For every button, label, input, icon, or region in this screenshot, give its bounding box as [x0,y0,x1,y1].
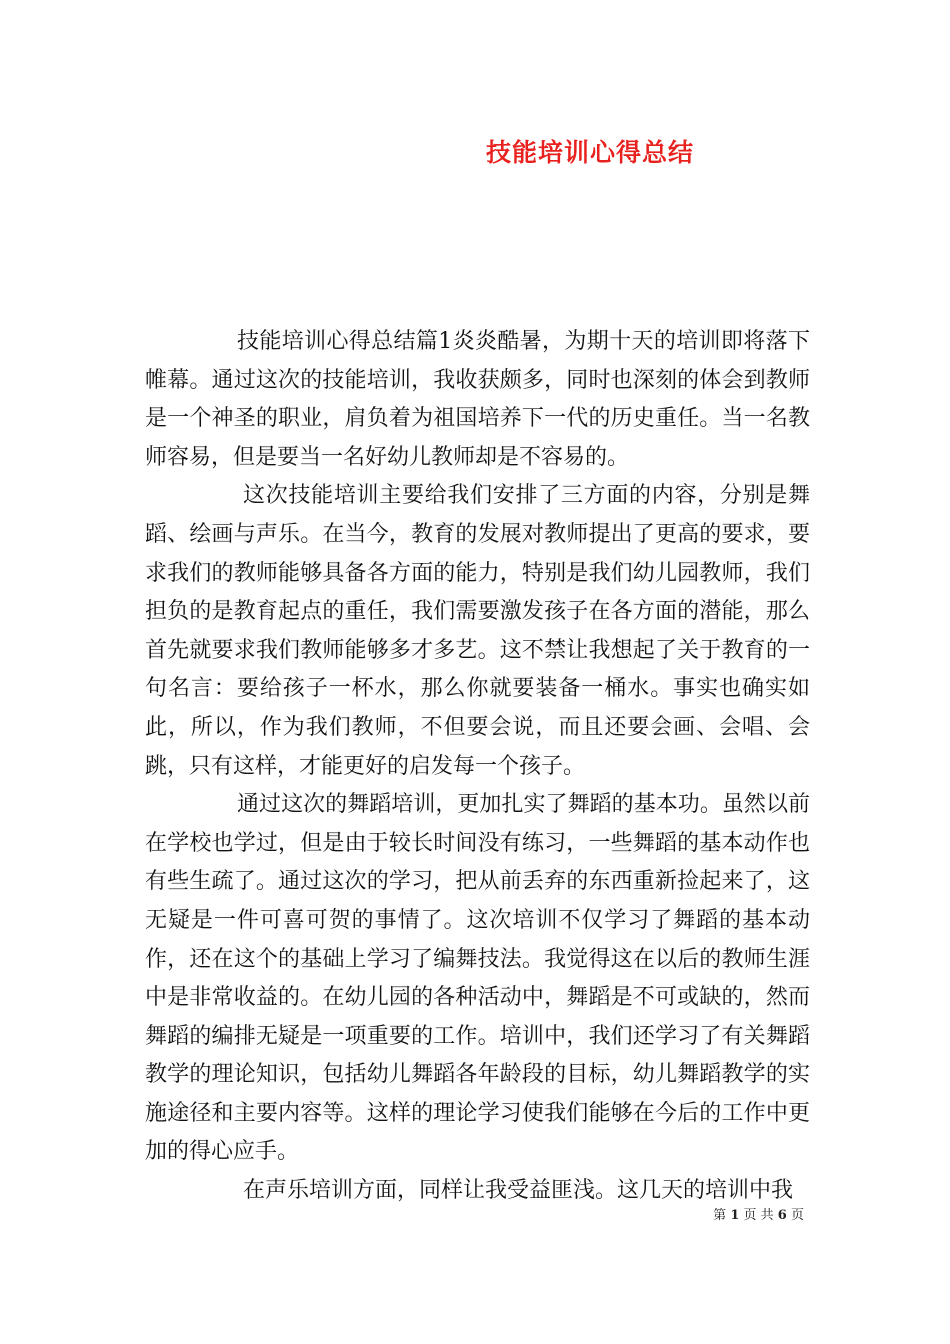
paragraph-4: 在声乐培训方面，同样让我受益匪浅。这几天的培训中我 [243,1178,794,1204]
page-footer [713,1204,804,1223]
footer-suffix: 页 [790,1208,804,1223]
footer-middle: 页 共 [743,1208,774,1223]
paragraph-3: 通过这次的舞蹈培训，更加扎实了舞蹈的基本功。虽然以前在学校也学过，但是由于较长时间没有练习，一些舞蹈的基本动作也有些生疏了。通过这次的学习，把从前丢弃的东西重新捡起来了，这无疑是一件可喜可贺的事情了。这次培训不仅学习了舞蹈的基本动作，还在这个的基础上学习了编舞技法。我觉得这在以后的教师生涯中是非常收益的。在幼儿园的各种活动中，舞蹈是不可或缺的，然而舞蹈的编排无疑是一项重要的工作。培训中，我们还学习了有关舞蹈教学的理论知识，包括幼儿舞蹈各年龄段的目标，幼儿舞蹈教学的实施途径和主要内容等。这样的理论学习使我们能够在今后的工作中更加的得心应手。 [145,792,810,1165]
document-body [145,323,810,1211]
footer-current-page: 1 [730,1208,740,1223]
page-title: 技能培训心得总结 [485,138,694,167]
footer-prefix: 第 [713,1208,727,1223]
paragraph-2: 这次技能培训主要给我们安排了三方面的内容，分别是舞蹈、绘画与声乐。在当今，教育的发展对教师提出了更高的要求，要求我们的教师能够具备各方面的能力，特别是我们幼儿园教师，我们担负的是教育起点的重任，我们需要激发孩子在各方面的潜能，那么首先就要求我们教师能够多才多艺。这不禁让我想起了关于教育的一句名言：要给孩子一杯水，那么你就要装备一桶水。事实也确实如此，所以，作为我们教师，不但要会说，而且还要会画、会唱、会跳，只有这样，才能更好的启发每一个孩子。 [145,483,810,779]
footer-total-pages: 6 [777,1208,787,1223]
paragraph-1: 技能培训心得总结篇1炎炎酷暑，为期十天的培训即将落下帷幕。通过这次的技能培训，我收获颇多，同时也深刻的体会到教师是一个神圣的职业，肩负着为祖国培养下一代的历史重任。当一名教师容易，但是要当一名好幼儿教师却是不容易的。 [145,329,810,470]
